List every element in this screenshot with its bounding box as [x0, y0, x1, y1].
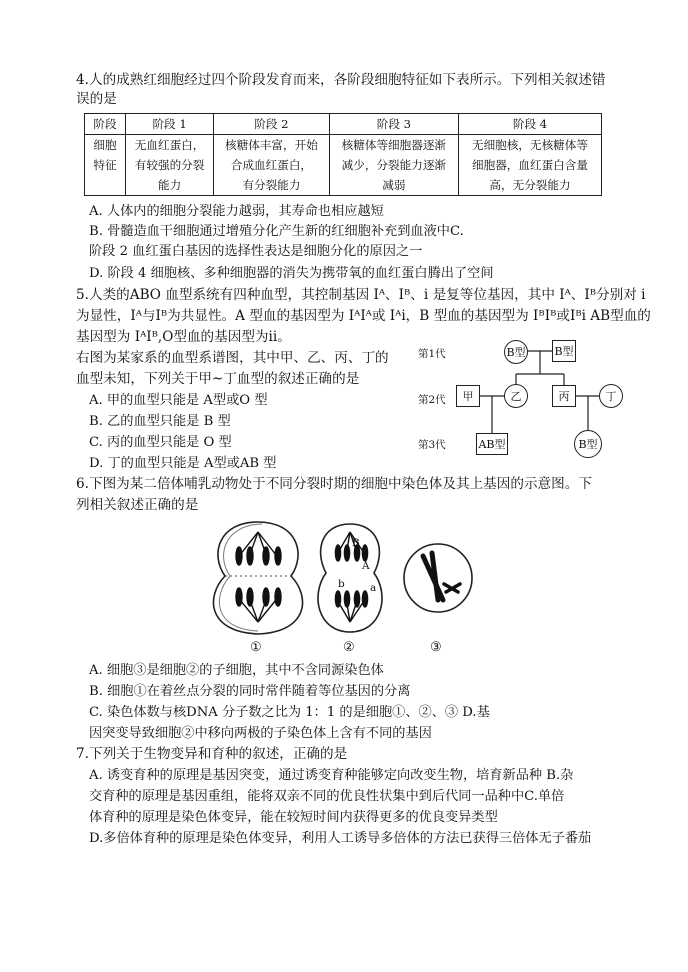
q4-option-d: D. 阶段 4 细胞核、多种细胞器的消失为携带氧的血红蛋白腾出了空间	[89, 266, 494, 281]
q4-option-b: B. 骨髓造血干细胞通过增殖分化产生新的红细胞补充到血液中C.	[89, 224, 464, 239]
cell-text: 核糖体丰富，开始	[225, 138, 318, 152]
cell-text: 细胞器，血红蛋白含量	[472, 158, 588, 172]
q5-line2: 为显性，Iᴬ与Iᴮ为共显性。A 型血的基因型为 IᴬIᴬ或 Iᴬi，B 型血的基因型为 IᴮIᴮ或Iᴮi AB型血的	[76, 308, 651, 324]
pedigree-male-i2: B型	[552, 340, 576, 362]
table-header-cell: 阶段 4	[458, 114, 601, 135]
cell-text: 减弱	[382, 178, 406, 192]
pedigree-male-child-ab: AB型	[476, 433, 508, 455]
row-label-text: 特征	[93, 158, 117, 172]
pedigree-female-child-b: B型	[574, 430, 602, 458]
q6-option-a: A. 细胞③是细胞②的子细胞，其中不含同源染色体	[89, 663, 384, 678]
q5-line3: 基因型为 IᴬIᴮ,O型血的基因型为ii。	[76, 329, 291, 345]
table-header-cell: 阶段	[85, 114, 126, 135]
cell-text: 高，无分裂能力	[489, 178, 571, 192]
q6-line1: 6.下图为某二倍体哺乳动物处于不同分裂时期的细胞中染色体及其上基因的示意图。下	[76, 476, 592, 492]
table-header-cell: 阶段 2	[214, 114, 330, 135]
q5-line4: 右图为某家系的血型系谱图，其中甲、乙、丙、丁的	[76, 350, 389, 366]
q5-option-b: B. 乙的血型只能是 B 型	[89, 414, 231, 429]
q7-line5: D.多倍体育种的原理是染色体变异，利用人工诱导多倍体的方法已获得三倍体无子番茄	[89, 831, 592, 846]
cell-1-chromosomes	[225, 532, 291, 622]
generation-1-label: 第1代	[418, 348, 446, 360]
generation-3-label: 第3代	[418, 439, 446, 451]
cell-text: 能力	[157, 178, 182, 192]
q5-option-d: D. 丁的血型只能是 A型或AB 型	[89, 456, 277, 471]
cell-text: 核糖体等细胞器逐渐	[341, 138, 447, 152]
pedigree-female-i1: B型	[504, 340, 528, 364]
figure-label-2: ②	[343, 640, 355, 655]
gene-label-b-upper: B	[352, 537, 360, 549]
gene-label-a-upper: A	[362, 560, 370, 572]
cell-text: 无血红蛋白，	[134, 138, 205, 152]
q5-option-c: C. 丙的血型只能是 O 型	[89, 435, 232, 450]
figure-label-1: ①	[250, 640, 262, 655]
pedigree-male-jia: 甲	[456, 385, 480, 407]
q7-line4: 体育种的原理是染色体变异，能在较短时间内获得更多的优良变异类型	[89, 810, 498, 825]
cell-text: 减少，分裂能力逐渐	[341, 158, 447, 172]
q6-option-d: 因突变导致细胞②中移向两极的子染色体上含有不同的基因	[89, 726, 432, 741]
cell-3-drawing	[404, 544, 472, 612]
q4-stem-line2: 误的是	[76, 91, 117, 107]
q6-line2: 列相关叙述正确的是	[76, 497, 199, 513]
gene-label-b-lower: b	[338, 578, 345, 590]
q7-stem: 7.下列关于生物变异和育种的叙述，正确的是	[76, 746, 348, 762]
cell-1-drawing	[213, 522, 302, 634]
q5-line5: 血型未知，下列关于甲~丁血型的叙述正确的是	[76, 371, 360, 387]
q4-option-a: A. 人体内的细胞分裂能力越弱，其寿命也相应越短	[89, 204, 384, 219]
cell-text: 有分裂能力	[242, 178, 301, 192]
cell-2-drawing	[318, 524, 382, 632]
cell-text: 合成血红蛋白，	[230, 158, 313, 172]
q7-line3: 交育种的原理是基因重组，能将双亲不同的优良性状集中到后代同一品种中C.单倍	[89, 789, 565, 804]
figure-label-3: ③	[430, 640, 442, 655]
q4-option-c: 阶段 2 血红蛋白基因的选择性表达是细胞分化的原因之一	[89, 244, 423, 259]
q7-line2: A. 诱变育种的原理是基因突变，通过诱变育种能够定向改变生物，培育新品种 B.杂	[89, 768, 574, 783]
q5-line1: 5.人类的ABO 血型系统有四种血型，其控制基因 Iᴬ、Iᴮ、i 是复等位基因，其中 Iᴬ、Iᴮ分别对 i	[76, 287, 646, 303]
pedigree-male-bing: 丙	[552, 385, 576, 407]
gene-label-a-lower: a	[370, 582, 377, 594]
q4-stem-line1: 4.人的成熟红细胞经过四个阶段发育而来，各阶段细胞特征如下表所示。下列相关叙述错	[76, 72, 606, 88]
pedigree-female-yi: 乙	[504, 384, 528, 408]
pedigree-female-ding: 丁	[599, 384, 623, 408]
row-label-text: 细胞	[93, 138, 117, 152]
cell-text: 无细胞核，无核糖体等	[472, 138, 588, 152]
table-header-cell: 阶段 3	[329, 114, 458, 135]
cell-text: 有较强的分裂	[134, 158, 205, 172]
generation-2-label: 第2代	[418, 394, 446, 406]
q6-option-b: B. 细胞①在着丝点分裂的同时常伴随着等位基因的分离	[89, 684, 411, 699]
table-header-cell: 阶段 1	[126, 114, 214, 135]
q6-option-c: C. 染色体数与核DNA 分子数之比为 1：1 的是细胞①、②、③ D.基	[89, 705, 490, 720]
q5-option-a: A. 甲的血型只能是 A型或O 型	[89, 393, 268, 408]
